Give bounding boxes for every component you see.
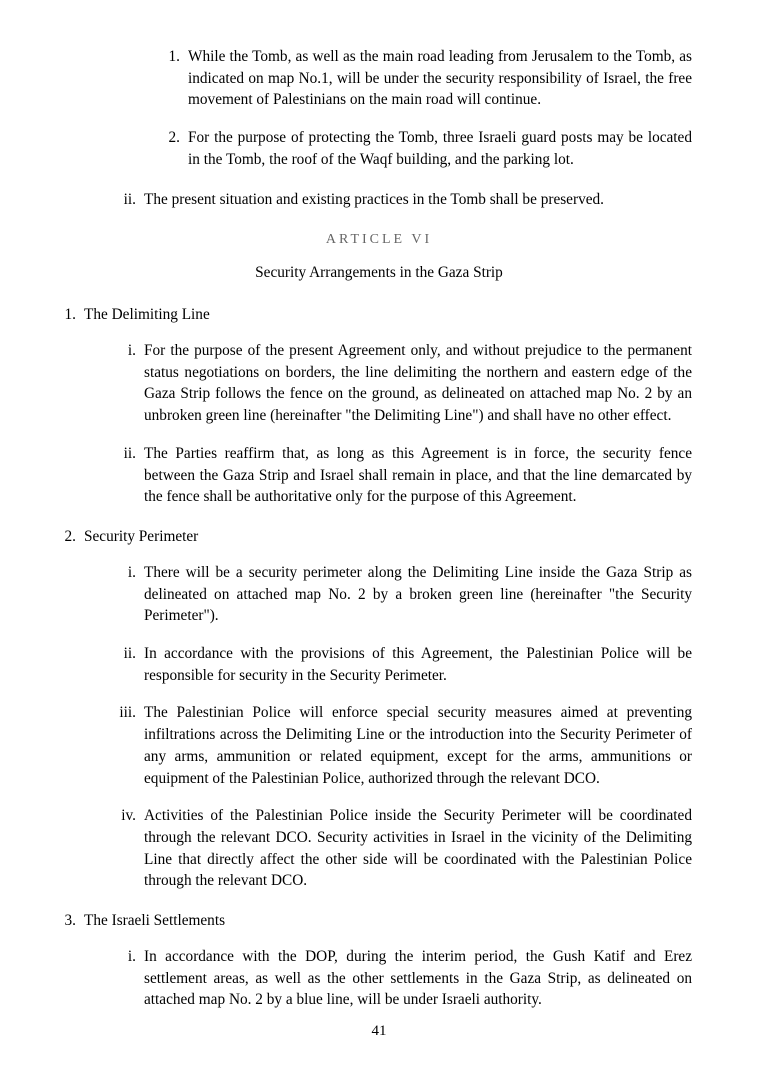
article-heading: ARTICLE VI (325, 232, 433, 248)
list-item-marker: i. (127, 947, 136, 965)
list-item (112, 805, 692, 892)
list-item (112, 340, 692, 427)
list-item (112, 189, 692, 211)
clause-title: The Delimiting Line (84, 306, 210, 324)
list-item-text: Activities of the Palestinian Police inside the Security Perimeter will be coordinated through the relevant DCO. Security activities in Israel in the vicinity of the Delimiting Line that directly affect the other side will be coordinated with the Palestinian Police through the relevant DCO. (144, 807, 692, 890)
clause-marker: 2. (64, 528, 76, 546)
list-item-marker: ii. (123, 644, 136, 662)
list-item-marker: 1. (168, 48, 180, 65)
list-item-marker: i. (127, 563, 136, 581)
list-item-text: For the purpose of protecting the Tomb, three Israeli guard posts may be located in the Tomb, the roof of the Waqf building, and the parking lot. (188, 129, 692, 168)
clause-marker: 3. (64, 912, 76, 930)
list-item (160, 127, 692, 170)
list-item-text: There will be a security perimeter along the Delimiting Line inside the Gaza Strip as delineated on attached map No. 2 by a broken green line (hereinafter "the Security Perimeter"). (144, 563, 692, 625)
list-item (112, 702, 692, 789)
list-item (112, 562, 692, 627)
list-item-text: For the purpose of the present Agreement only, and without prejudice to the permanent status negotiations on borders, the line delimiting the northern and eastern edge of the Gaza Strip follows the fence on the ground, as delineated on attached map No. 2 by an unbroken green line (hereinafter "the Delimiting Line") and shall have no other effect. (144, 342, 692, 425)
clause-heading (60, 304, 692, 326)
list-item-marker: iii. (119, 704, 136, 722)
list-item-marker: iv. (121, 807, 136, 825)
page-number: 41 (371, 1023, 387, 1039)
clause-heading (60, 526, 692, 548)
clause-title: The Israeli Settlements (84, 912, 226, 930)
list-item (112, 643, 692, 686)
list-item-text: The present situation and existing practices in the Tomb shall be preserved. (144, 190, 604, 208)
list-item-text: The Parties reaffirm that, as long as this Agreement is in force, the security fence between the Gaza Strip and Israel shall remain in place, and that the line demarcated by the fence shall be authoritative only for the purpose of this Agreement. (144, 444, 692, 506)
clause-heading (60, 910, 692, 932)
list-item-text: In accordance with the provisions of this Agreement, the Palestinian Police will be responsible for security in the Security Perimeter. (144, 644, 692, 684)
list-item-text: In accordance with the DOP, during the interim period, the Gush Katif and Erez settlement areas, as well as the other settlements in the Gaza Strip, as delineated on attached map No. 2 by a blue line, will be under Israeli authority. (144, 947, 692, 1009)
clause-marker: 1. (64, 306, 76, 324)
list-item-marker: ii. (123, 444, 136, 462)
list-item (160, 46, 692, 111)
list-item-text: While the Tomb, as well as the main road leading from Jerusalem to the Tomb, as indicated on map No.1, will be under the security responsibility of Israel, the free movement of Palestinians on the main road will continue. (188, 48, 692, 109)
list-item-text: The Palestinian Police will enforce special security measures aimed at preventing infiltrations across the Delimiting Line or the introduction into the Security Perimeter of any arms, ammunition or related equipment, except for the arms, ammunitions or equipment of the Palestinian Police, authorized through the relevant DCO. (144, 704, 692, 787)
list-item-marker: 2. (168, 129, 180, 147)
list-item-marker: i. (127, 342, 136, 360)
clause-title: Security Perimeter (84, 528, 199, 546)
section-title: Security Arrangements in the Gaza Strip (255, 264, 503, 282)
list-item (112, 443, 692, 508)
list-item-marker: ii. (123, 190, 136, 208)
list-item (112, 946, 692, 1011)
